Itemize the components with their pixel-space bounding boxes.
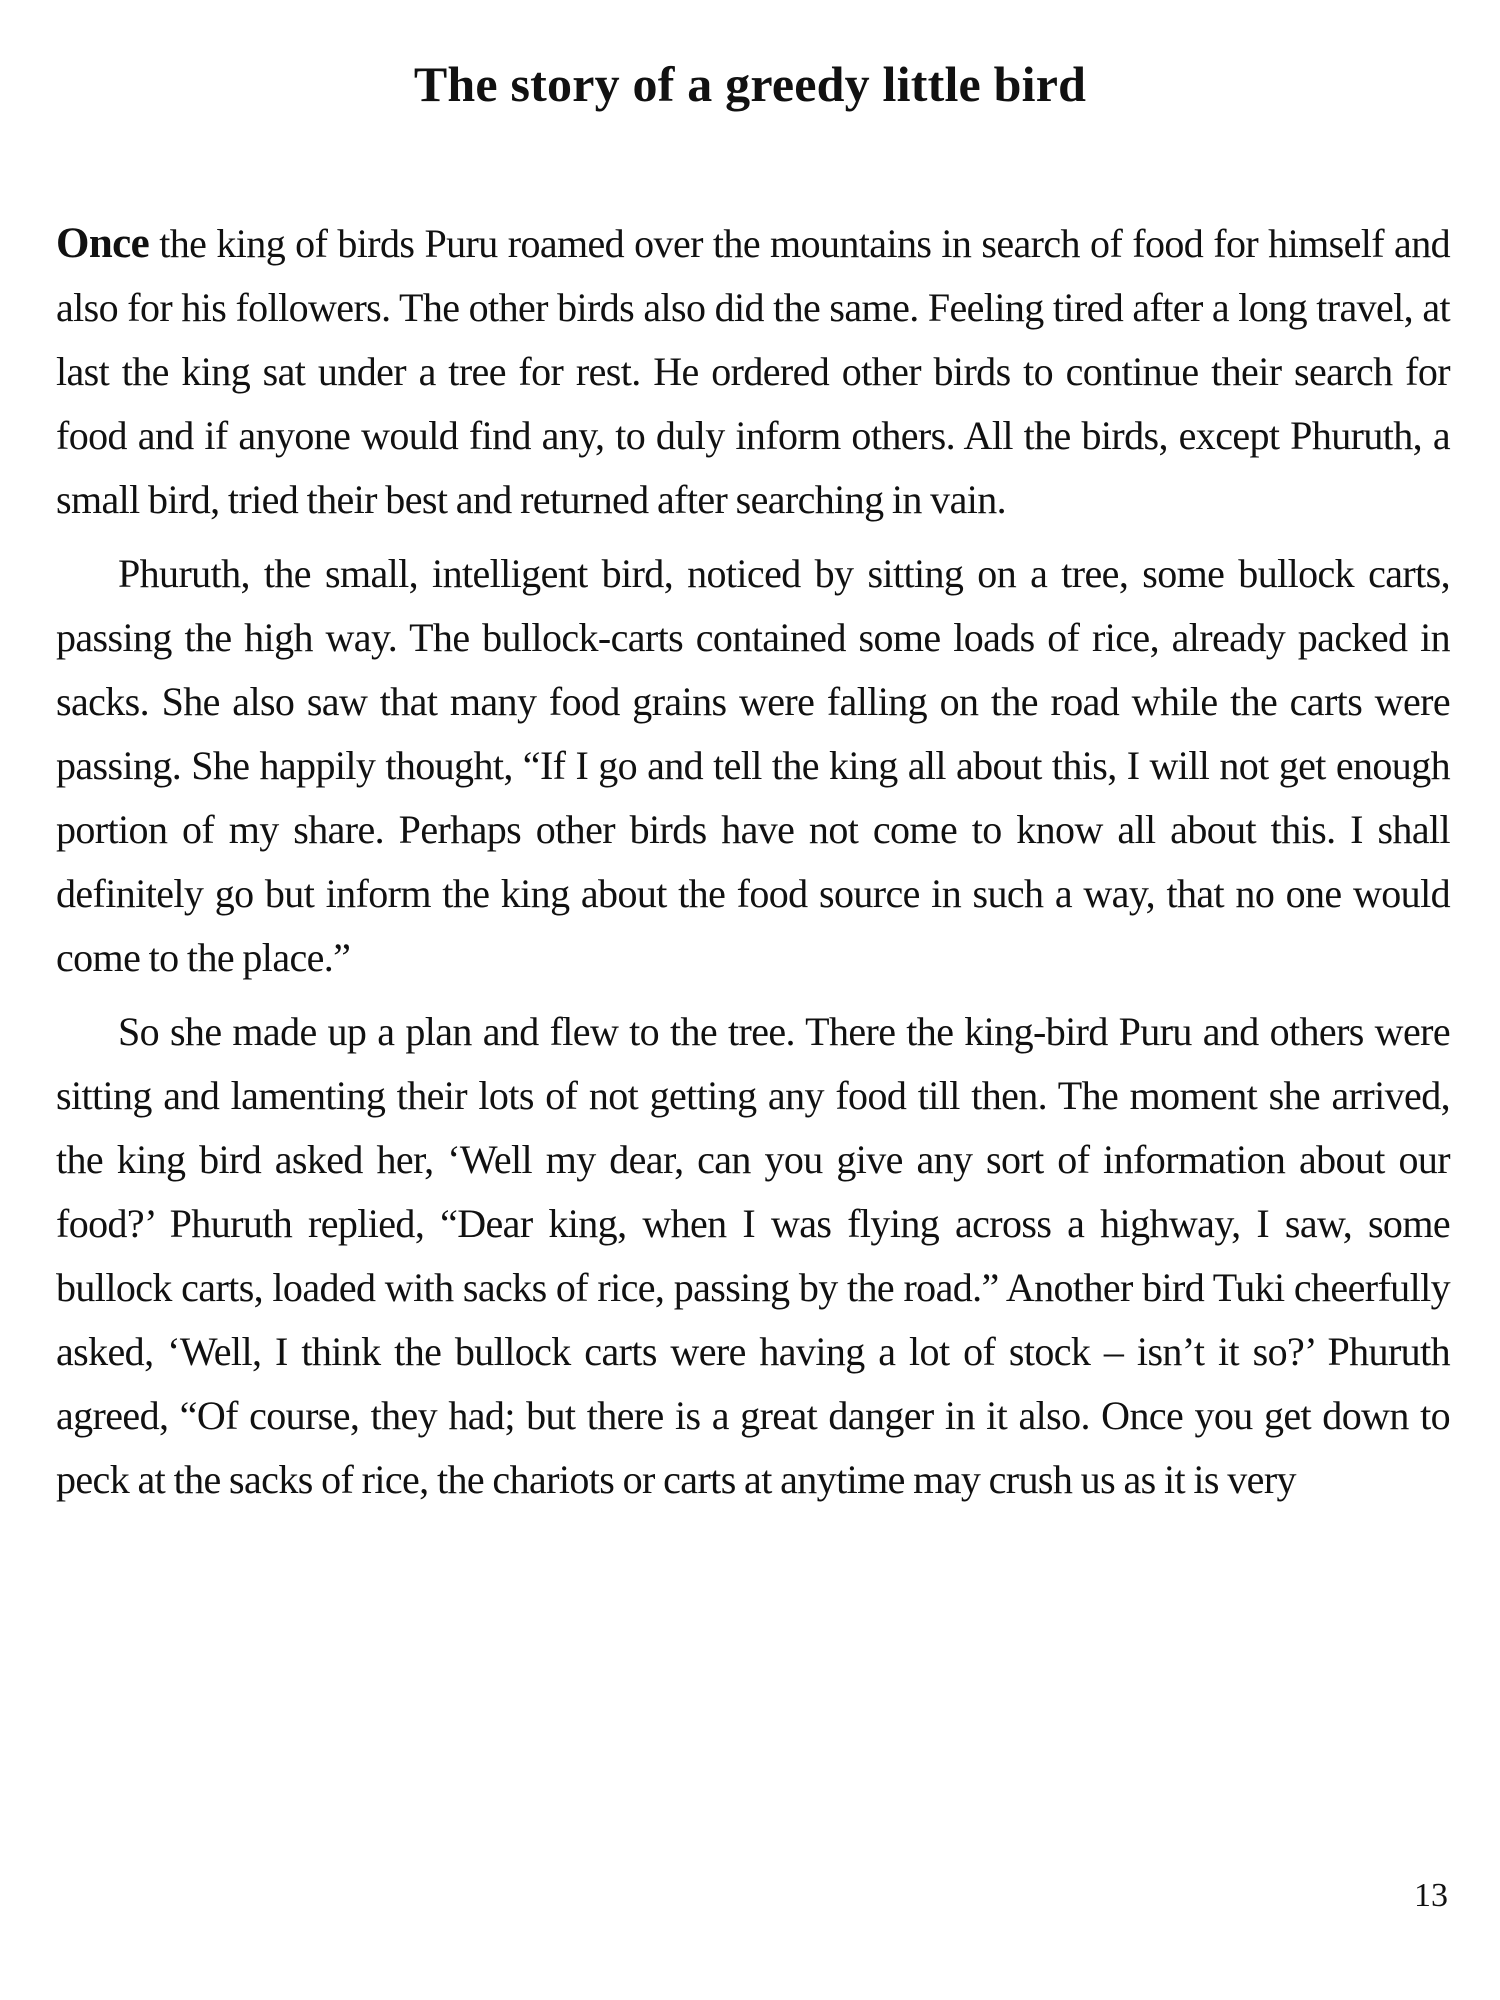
paragraph-1	[56, 212, 1450, 532]
lead-word: Once	[56, 220, 150, 267]
page-number: 13	[1414, 1877, 1448, 1914]
page-title: The story of a greedy little bird	[413, 56, 1087, 112]
paragraph-3: So she made up a plan and flew to the tree. There the king-bird Puru and others were sitting and lamenting their lots of not getting any food till then. The moment she arrived, the king bird asked her, ‘Well my dear, can you give any sort of information about our food?’ Phuruth replied, “Dear king, when I was flying across a highway, I saw, some bullock carts, loaded with sacks of rice, passing by the road.” Another bird Tuki cheerfully asked, ‘Well, I think the bullock carts were having a lot of stock – isn’t it so?’ Phuruth agreed, “Of course, they had; but there is a great danger in it also. Once you get down to peck at the sacks of rice, the chariots or carts at anytime may crush us as it is very	[56, 1009, 1450, 1502]
story-body	[56, 212, 1450, 1512]
paragraph-2: Phuruth, the small, intelligent bird, noticed by sitting on a tree, some bullock carts, passing the high way. The bullock-carts contained some loads of rice, already packed in sacks. She also saw that many food grains were falling on the road while the carts were passing. She happily thought, “If I go and tell the king all about this, I will not get enough portion of my share. Perhaps other birds have not come to know all about this. I shall definitely go but inform the king about the food source in such a way, that no one would come to the place.”	[56, 551, 1450, 980]
paragraph-1-text: the king of birds Puru roamed over the mountains in search of food for himself and also for his followers. The other birds also did the same. Feeling tired after a long travel, at last the king sat under a tree for rest. He ordered other birds to continue their search for food and if anyone would find any, to duly inform others. All the birds, except Phuruth, a small bird, tried their best and returned after searching in vain.	[56, 221, 1450, 522]
